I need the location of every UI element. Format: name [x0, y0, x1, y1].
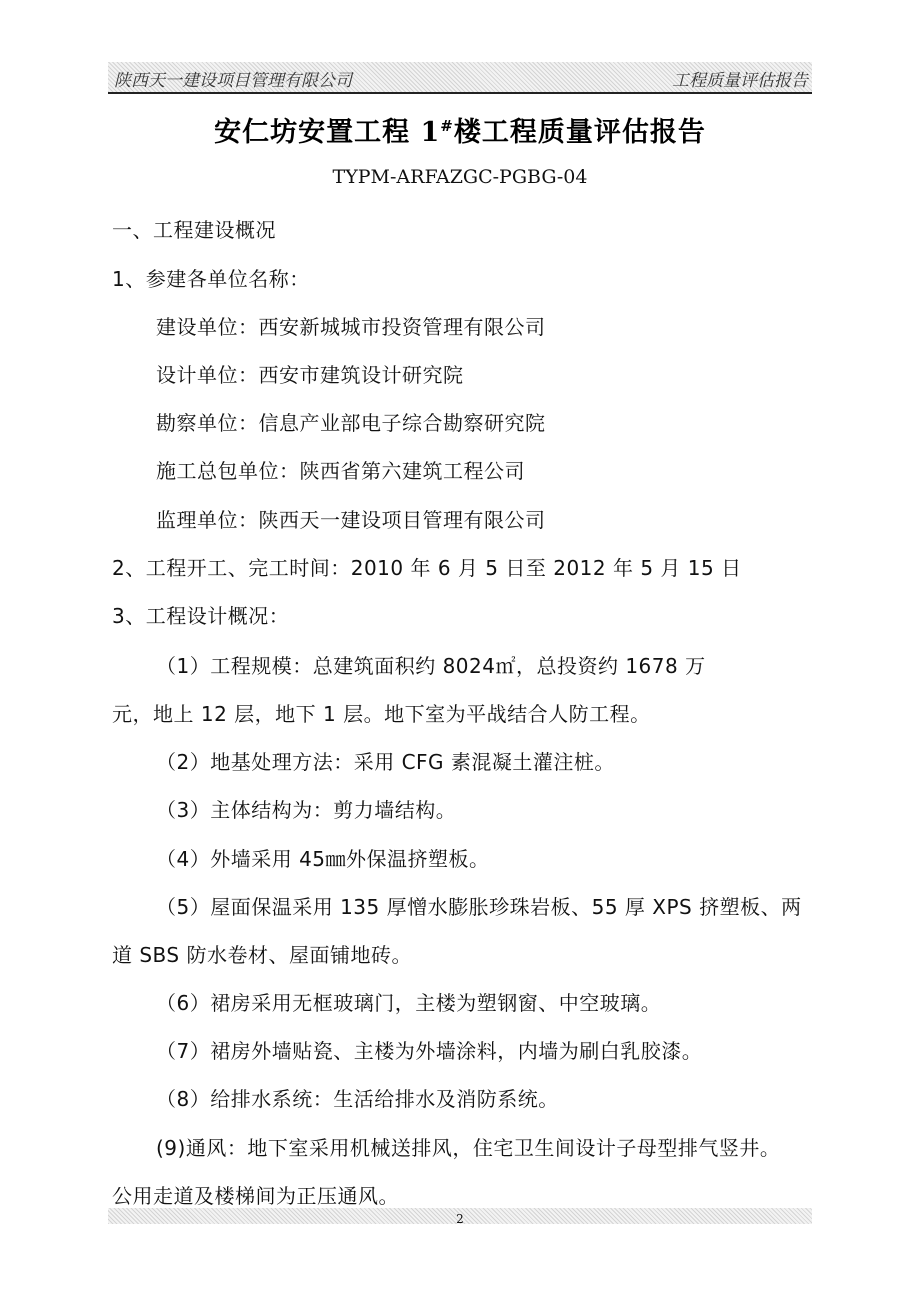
design-item-9: (9)通风：地下室采用机械送排风，住宅卫生间设计子母型排气竖井。	[156, 1136, 781, 1160]
header-company: 陕西天一建设项目管理有限公司	[114, 71, 352, 91]
subsection-heading: 3、工程设计概况：	[112, 604, 290, 628]
page-footer	[108, 1208, 812, 1224]
section-heading: 一、工程建设概况	[112, 218, 276, 242]
subsection-heading: 1、参建各单位名称：	[112, 267, 310, 291]
design-item-5: （5）屋面保温采用 135 厚憎水膨胀珍珠岩板、55 厚 XPS 挤塑板、两	[156, 895, 802, 919]
design-item-9-cont: 公用走道及楼梯间为正压通风。	[112, 1184, 399, 1208]
design-item-4: （4）外墙采用 45㎜外保温挤塑板。	[156, 847, 490, 871]
unit-line-contractor: 施工总包单位：陕西省第六建筑工程公司	[156, 459, 525, 483]
unit-line-design: 设计单位：西安市建筑设计研究院	[156, 363, 464, 387]
design-item-1-cont: 元，地上 12 层，地下 1 层。地下室为平战结合人防工程。	[112, 702, 651, 726]
design-item-5-cont: 道 SBS 防水卷材、屋面铺地砖。	[112, 943, 412, 967]
design-item-6: （6）裙房采用无框玻璃门，主楼为塑钢窗、中空玻璃。	[156, 991, 662, 1015]
title-part-2: 楼工程质量评估报告	[453, 117, 706, 148]
design-item-8: （8）给排水系统：生活给排水及消防系统。	[156, 1087, 559, 1111]
design-item-2: （2）地基处理方法：采用 CFG 素混凝土灌注桩。	[156, 750, 615, 774]
document-code: TYPM-ARFAZGC-PGBG-04	[332, 166, 588, 188]
unit-line-construction: 建设单位：西安新城城市投资管理有限公司	[156, 315, 546, 339]
header-doc-type: 工程质量评估报告	[672, 71, 808, 91]
document-title	[0, 110, 920, 149]
design-item-7: （7）裙房外墙贴瓷、主楼为外墙涂料，内墙为刷白乳胶漆。	[156, 1039, 703, 1063]
title-superscript: #	[440, 117, 454, 135]
page-number: 2	[456, 1212, 464, 1226]
schedule-line: 2、工程开工、完工时间：2010 年 6 月 5 日至 2012 年 5 月 15 日	[112, 556, 742, 580]
design-item-3: （3）主体结构为：剪力墙结构。	[156, 798, 457, 822]
page-header	[108, 62, 812, 94]
unit-line-supervision: 监理单位：陕西天一建设项目管理有限公司	[156, 508, 546, 532]
design-item-1: （1）工程规模：总建筑面积约 8024㎡，总投资约 1678 万	[156, 654, 706, 678]
unit-line-survey: 勘察单位：信息产业部电子综合勘察研究院	[156, 411, 546, 435]
title-part-1: 安仁坊安置工程 1	[214, 117, 441, 148]
